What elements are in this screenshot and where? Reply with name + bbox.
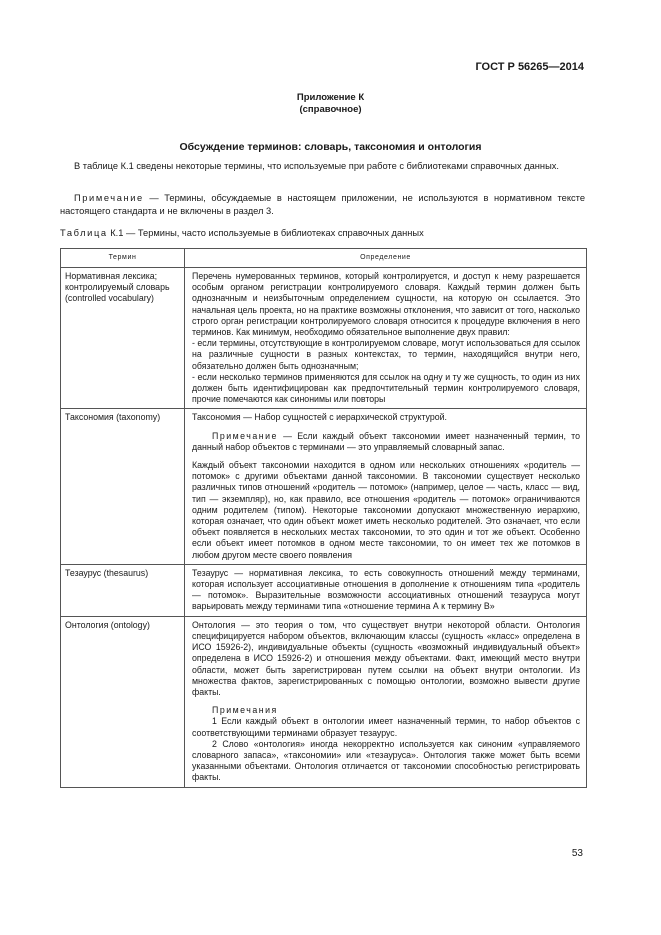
definition-cell (185, 409, 587, 564)
standard-number: ГОСТ Р 56265—2014 (475, 61, 584, 73)
table-caption-label: Таблица (60, 228, 108, 238)
intro-paragraph: В таблице К.1 сведены некоторые термины, что используемые при работе с библиотеками справочных данных. (74, 161, 559, 171)
note-label: Примечание (74, 193, 144, 203)
note-item: 2 Слово «онтология» иногда некорректно используется как синоним «управляемого словарного запаса», «таксономии» или «тезауруса». Онтология также может быть всеми указанными объектами. Онтология отличается от таксономии способностью регистрировать факты. (192, 738, 580, 783)
definition-cell (185, 564, 587, 616)
definition-text: Таксономия — Набор сущностей с иерархической структурой. (192, 412, 447, 423)
definition-cell (185, 268, 587, 409)
definition-text: - если термины, отсутствующие в контролируемом словаре, могут использоваться для ссылок на различные сущности в разных контекстах, то термин, находящийся внутри него, обязательно должен быть однозначным; (192, 338, 580, 371)
note-label: Примечание (212, 430, 278, 441)
term-cell: Таксономия (taxonomy) (61, 409, 185, 564)
appendix-heading (0, 92, 661, 116)
note-item: 1 Если каждый объект в онтологии имеет назначенный термин, то набор объектов с соответствующими терминами образует тезаурус. (192, 716, 580, 738)
table-caption-text: К.1 — Термины, часто используемые в библиотеках справочных данных (107, 228, 424, 238)
definition-note (192, 431, 580, 453)
term-cell: Онтология (ontology) (61, 616, 185, 787)
header-term: Термин (61, 249, 185, 268)
definition-text: Перечень нумерованных терминов, который контролируется, и доступ к нему разрешается особым органом регистрации контролируемого словаря. Каждый термин должен быть однозначным и неизбыточным определением сущности, на которую он ссылается. Это начальная цель проекта, но на практике возможны отклонения, что зависит от того, насколько строго орган регистрации контролируемого словаря относится к процедуре включения в него терминов. Как минимум, необходимо обязательное выполнение двух правил: (192, 271, 580, 338)
table-row (61, 616, 587, 787)
term-cell: Нормативная лексика; контролируемый словарь (controlled vocabulary) (61, 268, 185, 409)
page-number: 53 (571, 848, 583, 859)
definition-cell (185, 616, 587, 787)
note-text: — Термины, обсуждаемые в настоящем приложении, не используются в нормативном тексте настоящего стандарта и не включены в раздел 3. (60, 193, 585, 216)
definition-text: Тезаурус — нормативная лексика, то есть совокупность отношений между терминами, которая использует ассоциативные отношения в дополнение к отношениям типа «родитель — потомок». Выразительные возможности ассоциативных отношений тезауруса могут варьировать между терминами типа «отношение термина А к термину В» (192, 567, 580, 612)
table-row (61, 268, 587, 409)
table-row (61, 409, 587, 564)
note-text: — Если каждый объект таксономии имеет назначенный термин, то данный набор объектов с терминами — это управляемый словарный запас. (192, 430, 580, 452)
term-cell: Тезаурус (thesaurus) (61, 564, 185, 616)
definition-text: Каждый объект таксономии находится в одном или нескольких отношениях «родитель — потомок» с другими объектами данной таксономии. В таксономии существует несколько различных типов отношений «родитель — потомок» (например, целое — часть, класс — вид, тип — экземпляр), но, как правило, все отношения «родитель — потомок» ограничиваются одним родителем (типом). Некоторые таксономии допускают множественную иерархию, которая означает, что один объект может иметь несколько родителей. Это означает, что если объект появляется в нескольких местах таксономии, то это один и тот же объект. Особенно если объект имеет потомков в одном месте таксономии, то он имеет тех же потомков в любом другом месте своего появления (192, 460, 580, 560)
definition-text: - если несколько терминов применяются для ссылок на одну и ту же сущность, то один из них должен быть идентифицирован как предпочтительный термин контролируемого словаря, прочие помечаются как синонимы или повторы (192, 371, 580, 405)
table-header-row (61, 249, 587, 268)
appendix-subtitle: (справочное) (299, 104, 362, 115)
table-row (61, 564, 587, 616)
notes-label: Примечания (212, 705, 278, 716)
table-caption (60, 228, 424, 238)
header-definition: Определение (185, 249, 587, 268)
note-paragraph (60, 192, 585, 218)
terms-table (60, 248, 587, 788)
definition-text: Онтология — это теория о том, что существует внутри некоторой области. Онтология специфицируется набором объектов, включающим классы (сущность «класс» определена в ИСО 15926-2), индивидуальные объекты (сущность «возможный индивидуальный объект» определена в ИСО 15926-2) и отношения между объектами. Факт, имеющий место внутри области, может быть зарегистрирован путем ссылки на объект внутри онтологии. Из множества фактов, зарегистрированных с помощью онтологии, возможно вывести другие факты. (192, 619, 580, 697)
section-title: Обсуждение терминов: словарь, таксономия и онтология (179, 141, 482, 153)
appendix-title: Приложение К (296, 92, 365, 103)
